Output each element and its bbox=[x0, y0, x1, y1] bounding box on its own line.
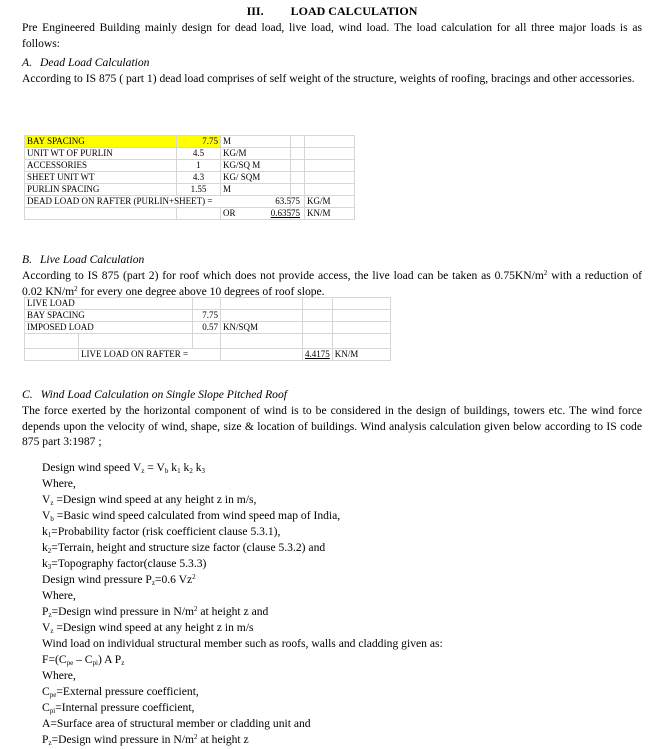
row-label: PURLIN SPACING bbox=[25, 184, 177, 196]
def-text: =Basic wind speed calculated from wind speed map of India, bbox=[56, 508, 341, 522]
live-result-value: 4.4175 bbox=[303, 349, 333, 361]
alt-unit-cell bbox=[270, 208, 355, 220]
row-label: IMPOSED LOAD bbox=[25, 322, 193, 334]
subsection-b-letter: B. bbox=[22, 253, 32, 266]
row-unit bbox=[221, 310, 303, 322]
table-row bbox=[25, 334, 391, 349]
subsection-a-letter: A. bbox=[22, 55, 32, 69]
formula-pz: Design wind pressure $P_z=0.6$ Vz$^2$ bbox=[42, 572, 196, 587]
section-heading bbox=[22, 3, 642, 19]
subsection-c-letter: C. bbox=[22, 388, 33, 401]
wind-load-section bbox=[22, 384, 642, 450]
table-row bbox=[25, 136, 355, 148]
row-unit: KN/SQM bbox=[221, 322, 303, 334]
row-unit: KG/M bbox=[221, 148, 291, 160]
def-text: =Probability factor (risk coefficient clause 5.3.1), bbox=[51, 524, 281, 538]
def-cpe: $C_{pe}=External$ pressure coefficient, bbox=[42, 684, 199, 699]
table-row bbox=[25, 298, 391, 310]
dead-load-paragraph: According to IS 875 ( part 1) dead load comprises of self weight of the structure, weights of roofing, bracings and other accessories. bbox=[22, 71, 635, 85]
row-value: 1 bbox=[177, 160, 221, 172]
where-label: Where, bbox=[42, 588, 76, 602]
wind-load-paragraph: The force exerted by the horizontal component of wind is to be considered in the design of buildings, towers etc. The wind force depends upon the velocity of wind, shape, size & location of buildings. Wind analysis calculation given below according to IS code 875 part 3:1987 ; bbox=[22, 403, 642, 449]
formula-text: Design wind speed V bbox=[42, 461, 142, 474]
def-text: at height z and bbox=[197, 604, 269, 618]
def-pz: $P_z=Design$ wind pressure in $N/m^2$ at height z and bbox=[42, 604, 269, 619]
formula-text: Design wind pressure P bbox=[42, 572, 152, 586]
def-k3: $k_3=Topography$ factor(clause 5.3.3) bbox=[42, 556, 207, 571]
result-value: 63.575 bbox=[275, 196, 300, 207]
subsection-a-title: Dead Load Calculation bbox=[39, 55, 150, 69]
row-label: SHEET UNIT WT bbox=[25, 172, 177, 184]
formula-f: $F=(C_{pe} - C_{pi})$ A $P_z$ bbox=[42, 652, 125, 667]
wind-member-line: Wind load on individual structural member such as roofs, walls and cladding given as: bbox=[42, 636, 443, 650]
row-label: UNIT WT OF PURLIN bbox=[25, 148, 177, 160]
alt-value: 0.63575 bbox=[270, 208, 300, 219]
row-label: BAY SPACING bbox=[25, 310, 193, 322]
row-value: 4.3 bbox=[177, 172, 221, 184]
live-text-2: with a reduction of 0.02 KN/m bbox=[22, 268, 642, 298]
table-row bbox=[25, 148, 355, 160]
def-text: =Topography factor(clause 5.3.3) bbox=[51, 556, 207, 570]
row-unit: M bbox=[221, 136, 291, 148]
def-text: at height z bbox=[197, 732, 249, 746]
def-a: A=Surface area of structural member or cladding unit and bbox=[42, 716, 311, 730]
live-load-paragraph bbox=[22, 268, 642, 300]
subsection-b-title: Live Load Calculation bbox=[39, 253, 145, 266]
alt-unit: KN/M bbox=[307, 208, 331, 219]
def-text: =External pressure coefficient, bbox=[56, 684, 199, 698]
formula-text: =0.6 Vz bbox=[154, 572, 193, 586]
heading-number: III. bbox=[246, 4, 264, 18]
def-text: =Design wind pressure in N/m bbox=[51, 604, 194, 618]
wind-formulas bbox=[42, 460, 602, 748]
row-label: BAY SPACING bbox=[25, 136, 177, 148]
def-text: =Design wind speed at any height z in m/s, bbox=[56, 492, 257, 506]
live-result-label: LIVE LOAD ON RAFTER = bbox=[79, 349, 221, 361]
def-text: =Design wind pressure in N/m bbox=[51, 732, 194, 746]
live-text-3: for every one degree above 10 degrees of roof slope. bbox=[77, 284, 325, 298]
row-value: 4.5 bbox=[177, 148, 221, 160]
table-row bbox=[25, 196, 355, 208]
def-text: =Design wind speed at any height z in m/s bbox=[56, 620, 254, 634]
subsection-b-heading bbox=[22, 252, 642, 268]
document-page bbox=[22, 3, 642, 86]
def-vz-2: $V_z$ =Design wind speed at any height z in m/s bbox=[42, 620, 254, 635]
live-load-section bbox=[22, 249, 642, 299]
result-label: DEAD LOAD ON RAFTER (PURLIN+SHEET) = bbox=[25, 196, 291, 208]
table-row bbox=[25, 322, 391, 334]
live-load-table bbox=[24, 297, 391, 361]
row-value: 7.75 bbox=[177, 136, 221, 148]
def-text: =Internal pressure coefficient, bbox=[55, 700, 195, 714]
row-value: 1.55 bbox=[177, 184, 221, 196]
row-value: 0.57 bbox=[193, 322, 221, 334]
def-vb: $V_b$ =Basic wind speed calculated from wind speed map of India, bbox=[42, 508, 341, 523]
row-unit: KG/ SQM bbox=[221, 172, 291, 184]
where-label: Where, bbox=[42, 476, 76, 490]
live-text-1: According to IS 875 (part 2) for roof which does not provide access, the live load can be taken as 0.75KN/m bbox=[22, 268, 544, 282]
row-unit: M bbox=[221, 184, 291, 196]
row-value: 7.75 bbox=[193, 310, 221, 322]
def-pz-2: $P_z=Design$ wind pressure in $N/m^2$ at height z bbox=[42, 732, 249, 747]
live-header: LIVE LOAD bbox=[25, 298, 193, 310]
table-row bbox=[25, 160, 355, 172]
def-k2: $k_2=Terrain$, height and structure size factor (clause 5.3.2) and bbox=[42, 540, 326, 555]
formula-text: = V bbox=[144, 461, 165, 474]
heading-title: LOAD CALCULATION bbox=[290, 4, 418, 18]
table-row bbox=[25, 310, 391, 322]
def-cpi: $C_{pi}=Internal$ pressure coefficient, bbox=[42, 700, 195, 715]
intro-paragraph: Pre Engineered Building mainly design for dead load, live load, wind load. The load calculation for all three major loads is as follows: bbox=[22, 21, 642, 51]
formula-vz: Design wind speed $V_z = V_b$ $k_1$ $k_2$ $k_3$ bbox=[42, 461, 206, 475]
subsection-c-heading bbox=[22, 387, 642, 403]
formula-text: F=(C bbox=[42, 652, 67, 666]
result-unit: KG/M bbox=[307, 196, 331, 207]
superscript: 2 bbox=[543, 268, 548, 277]
superscript: 2 bbox=[74, 284, 78, 293]
def-k1: $k_1=Probability$ factor (risk coefficient clause 5.3.1), bbox=[42, 524, 281, 539]
table-row bbox=[25, 172, 355, 184]
row-unit: KG/SQ M bbox=[221, 160, 291, 172]
def-vz: $V_z$ =Design wind speed at any height z in m/s, bbox=[42, 492, 257, 507]
table-row bbox=[25, 349, 391, 361]
or-label: OR bbox=[221, 208, 291, 220]
dead-load-table bbox=[24, 135, 355, 220]
def-text: =Terrain, height and structure size factor (clause 5.3.2) and bbox=[51, 540, 326, 554]
table-row bbox=[25, 208, 355, 220]
live-result-unit: KN/M bbox=[332, 349, 390, 361]
subsection-c-title: Wind Load Calculation on Single Slope Pitched Roof bbox=[40, 388, 287, 401]
where-label: Where, bbox=[42, 668, 76, 682]
subsection-a-heading bbox=[22, 55, 642, 71]
result-unit-cell bbox=[275, 196, 355, 208]
table-row bbox=[25, 184, 355, 196]
row-label: ACCESSORIES bbox=[25, 160, 177, 172]
